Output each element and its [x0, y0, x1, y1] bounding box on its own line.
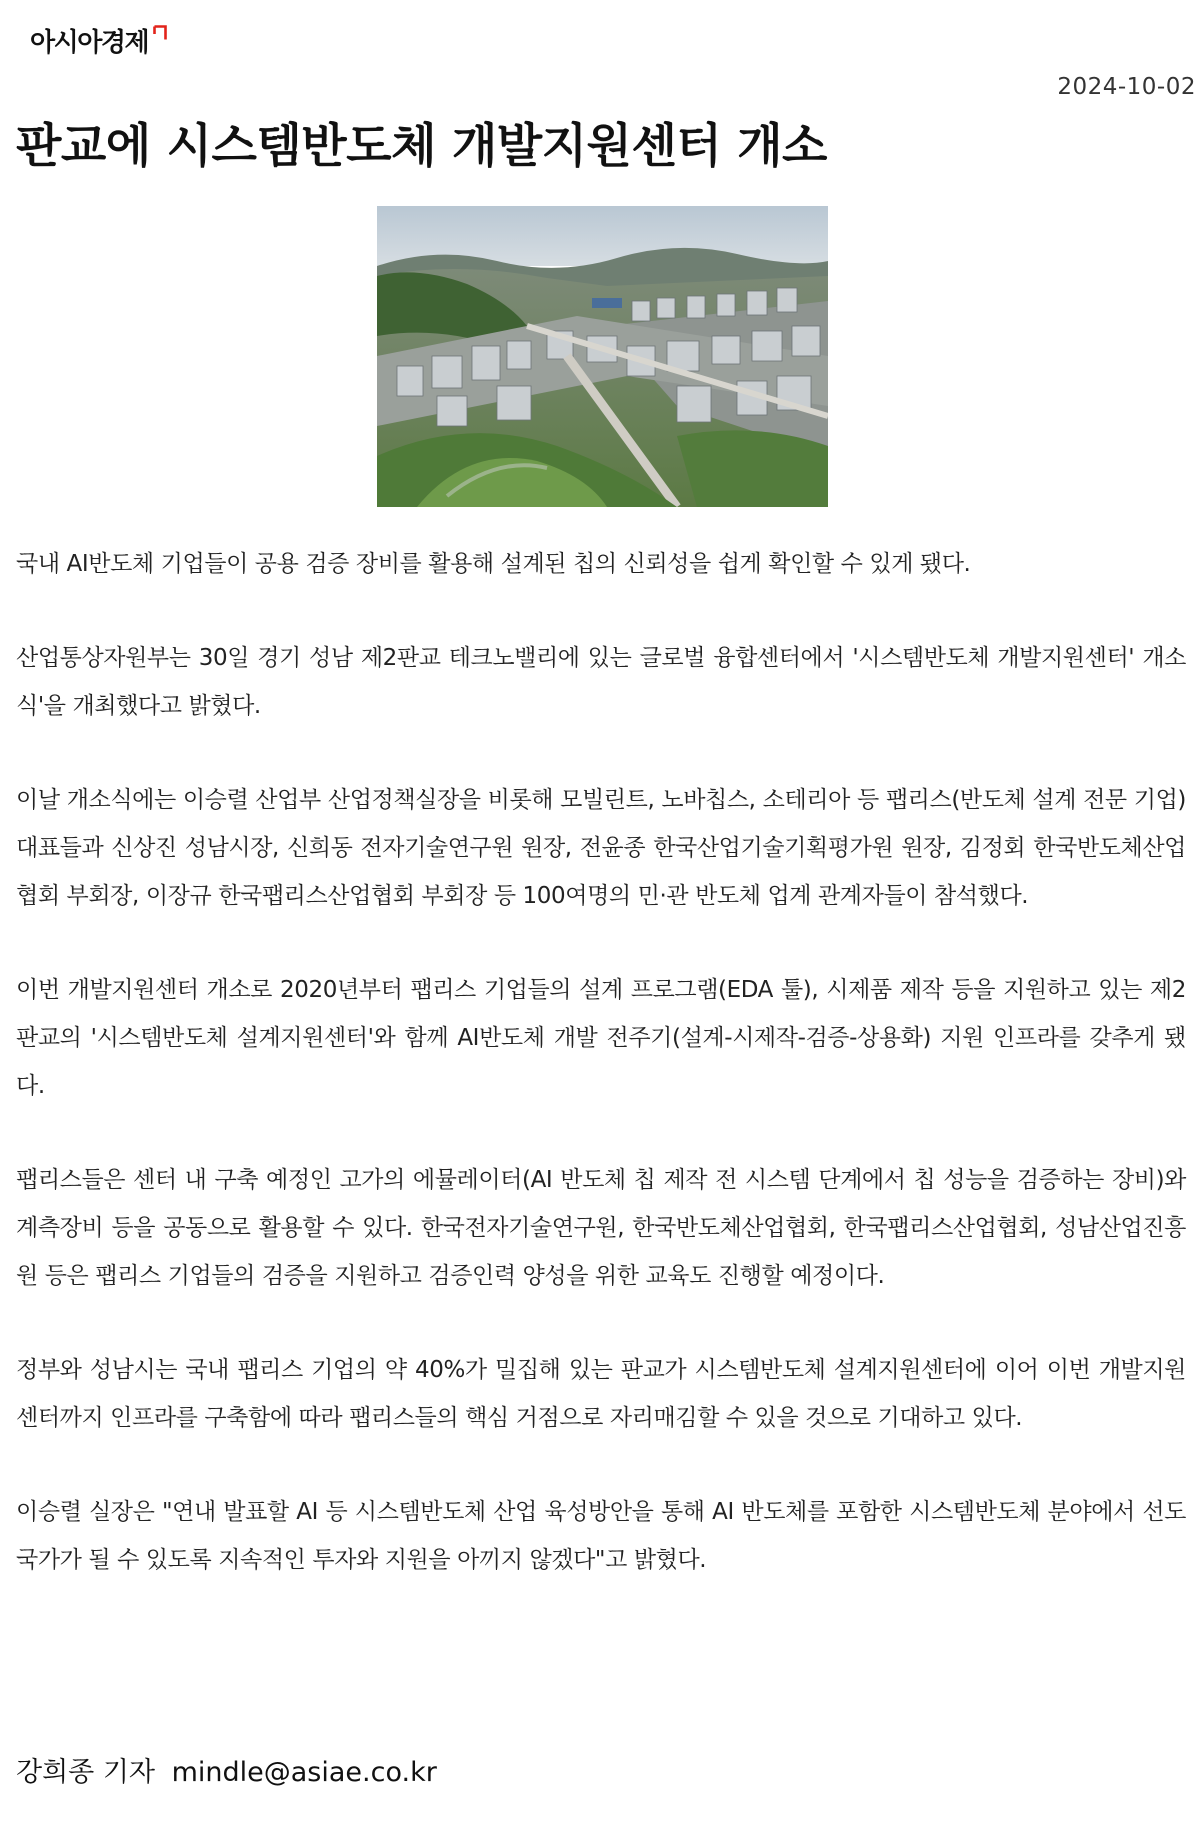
author-name: 강희종 기자 — [16, 1757, 155, 1788]
article-paragraph: 이날 개소식에는 이승렬 산업부 산업정책실장을 비롯해 모빌린트, 노바칩스, 소테리아 등 팹리스(반도체 설계 전문 기업) 대표들과 신상진 성남시장, 신희동 전자기술연구원 원장, 전윤종 한국산업기술기획평가원 원장, 김정회 한국반도체산업협회 부회장, 이장규 한국팹리스산업협회 부회장 등 100여명의 민·관 반도체 업계 관계자들이 참석했다. — [16, 787, 1186, 909]
article-paragraph: 국내 AI반도체 기업들이 공용 검증 장비를 활용해 설계된 칩의 신뢰성을 쉽게 확인할 수 있게 됐다. — [16, 551, 971, 577]
article-byline — [16, 1750, 437, 1789]
article-photo — [377, 206, 828, 507]
article-date: 2024-10-02 — [1057, 74, 1196, 100]
red-corner-mark-icon — [153, 25, 167, 41]
article-paragraph: 팹리스들은 센터 내 구축 예정인 고가의 에뮬레이터(AI 반도체 칩 제작 전 시스템 단계에서 칩 성능을 검증하는 장비)와 계측장비 등을 공동으로 활용할 수 있다. 한국전자기술연구원, 한국반도체산업협회, 한국팹리스산업협회, 성남산업진흥원 등은 팹리스 기업들의 검증을 지원하고 검증인력 양성을 위한 교육도 진행할 예정이다. — [16, 1167, 1186, 1289]
site-logo[interactable] — [30, 18, 167, 62]
logo-text: 아시아경제 — [30, 27, 149, 58]
article-paragraph: 산업통상자원부는 30일 경기 성남 제2판교 테크노밸리에 있는 글로벌 융합센터에서 '시스템반도체 개발지원센터' 개소식'을 개최했다고 밝혔다. — [16, 645, 1186, 719]
article-paragraph: 정부와 성남시는 국내 팹리스 기업의 약 40%가 밀집해 있는 판교가 시스템반도체 설계지원센터에 이어 이번 개발지원센터까지 인프라를 구축함에 따라 팹리스들의 핵심 거점으로 자리매김할 수 있을 것으로 기대하고 있다. — [16, 1357, 1186, 1431]
author-email[interactable]: mindle@asiae.co.kr — [171, 1757, 437, 1788]
article-paragraph: 이번 개발지원센터 개소로 2020년부터 팹리스 기업들의 설계 프로그램(EDA 툴), 시제품 제작 등을 지원하고 있는 제2판교의 '시스템반도체 설계지원센터'와 함께 AI반도체 개발 전주기(설계-시제작-검증-상용화) 지원 인프라를 갖추게 됐다. — [16, 977, 1186, 1099]
article-title: 판교에 시스템반도체 개발지원센터 개소 — [16, 119, 827, 174]
article-body — [16, 540, 1186, 1630]
article-paragraph: 이승렬 실장은 "연내 발표할 AI 등 시스템반도체 산업 육성방안을 통해 AI 반도체를 포함한 시스템반도체 분야에서 선도 국가가 될 수 있도록 지속적인 투자와 지원을 아끼지 않겠다"고 밝혔다. — [16, 1499, 1186, 1573]
